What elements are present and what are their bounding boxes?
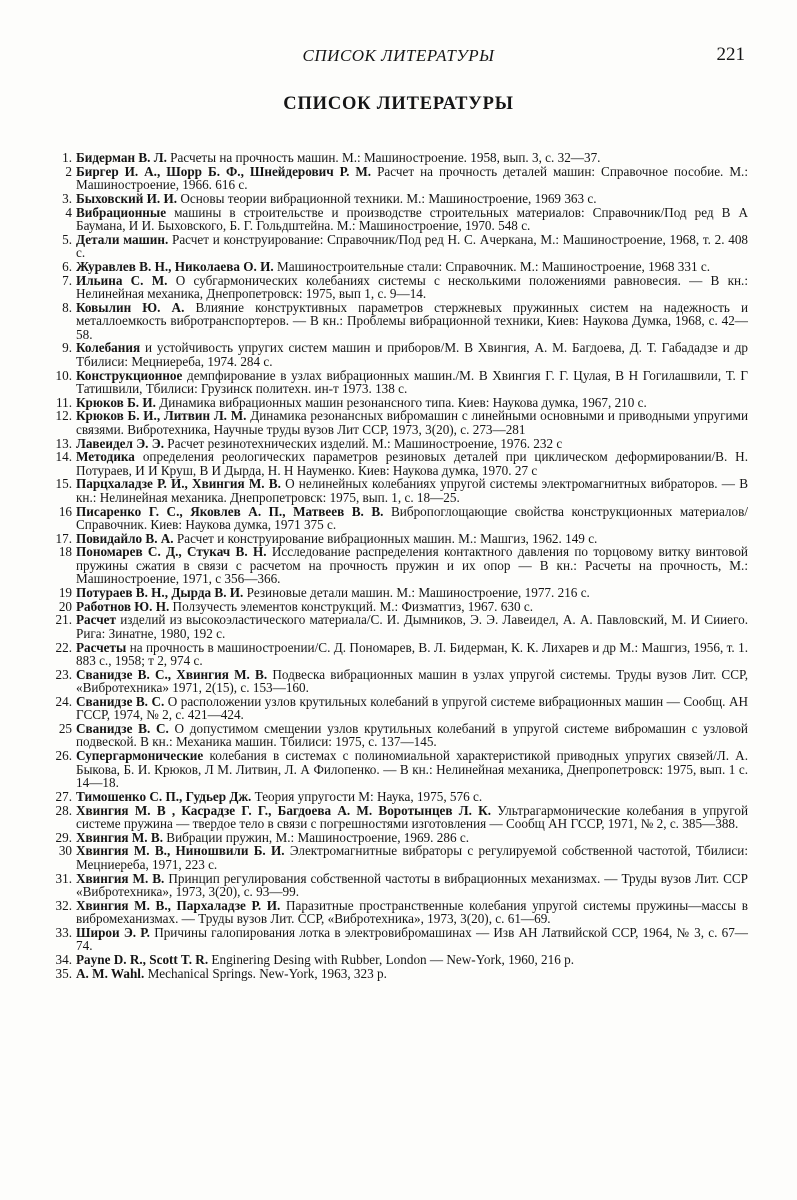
reference-entry <box>46 192 748 205</box>
reference-entry <box>46 722 748 749</box>
reference-entry <box>46 409 748 436</box>
reference-text: О расположении узлов крутильных колебаний в упругой системе вибрационных машин — Сообщ. АН ГССР, 1974, № 2, с. 421—424. <box>76 693 748 723</box>
reference-list <box>46 151 748 980</box>
reference-authors: Методика <box>76 449 135 465</box>
reference-authors: Ковылин Ю. А. <box>76 299 185 315</box>
reference-text: Ультрагармонические колебания в упругой системе пружина — твердое тело в связи с погрешностями изготовления — Сообщ АН ГССР, 1971, № 2, с. 385—388. <box>76 802 749 831</box>
reference-entry <box>46 301 748 341</box>
reference-number: 16 <box>58 503 72 519</box>
reference-number: 13. <box>55 435 72 451</box>
reference-authors: Потураев В. Н., Дырда В. И. <box>76 585 244 600</box>
reference-text: колебания в системах с полиномиальной характеристикой приводных упругих связей/Л. А. Быкова, Б. И. Крюков, Л М. Литвин, Л. А Филопенко. — В кн.: Нелинейная механика, Днепропетровск: 1975, вып. 1 с. 14—18. <box>76 748 749 791</box>
reference-text: Влияние конструктивных параметров стержневых пружинных систем на надежность и металлоемкость вибротранспортеров. — В кн.: Проблемы вибрационной техники, Киев: Наукова Думка, 1968, с. 42—58. <box>76 299 749 342</box>
reference-text: Машиностроительные стали: Справочник. М.: Машиностроение, 1968 331 с. <box>276 258 711 274</box>
reference-text: определения реологических параметров резиновых деталей при циклическом деформировании/В. Н. Потураев, И И Круш, В И Дырда, Н. Н Науменко. Киев: Наукова думка, 1970. 27 с <box>76 449 748 478</box>
reference-authors: Супергармонические <box>76 748 204 764</box>
reference-text: демпфирование в узлах вибрационных машин./М. В Хвингия Г. Г. Цулая, В Н Гогилашвили, Т. Г Татишвили, Тбилиси: Грузинск политехн. ин-т 1973. 138 с. <box>76 367 748 396</box>
reference-text: Расчет и конструирование вибрационных машин. М.: Машгиз, 1962. 149 с. <box>176 530 598 546</box>
reference-number: 26. <box>55 748 72 764</box>
reference-number: 10. <box>55 367 72 383</box>
reference-text: Исследование распределения контактного давления по торцовому витку винтовой пружины сжатия в связи с расчетом на прочность пружин и их опор — В кн.: Расчеты на прочность, М.: Машиностроение, 1971, с 356—366. <box>76 544 748 587</box>
reference-entry <box>46 695 748 722</box>
reference-authors: Хвингия М. В. <box>76 870 165 886</box>
reference-authors: Конструкционное <box>76 367 183 383</box>
reference-entry <box>46 396 748 409</box>
reference-entry <box>46 477 748 504</box>
reference-authors: Писаренко Г. С., Яковлев А. П., Матвеев В. В. <box>76 503 384 519</box>
reference-authors: Вибрационные <box>76 204 167 220</box>
reference-entry <box>46 872 748 899</box>
reference-authors: Ильина С. М. <box>76 272 168 288</box>
reference-number: 12. <box>55 408 72 424</box>
reference-entry <box>46 953 748 966</box>
reference-text: Вибрации пружин, М.: Машиностроение, 1969. 286 с. <box>166 829 469 845</box>
reference-text: и устойчивость упругих систем машин и приборов/М. В Хвингия, А. М. Багдоева, Д. Т. Габададзе и др Тбилиси: Мецниереба, 1974. 284 с. <box>76 340 748 369</box>
reference-text: Паразитные пространственные колебания упругой системы пружины—массы в вибромеханизмах. — Труды вузов Лит. ССР, «Вибротехника», 1973, 3(20), с. 61—69. <box>76 897 748 927</box>
reference-authors: Тимошенко С. П., Гудьер Дж. <box>76 788 252 804</box>
reference-text: Теория упругости М: Наука, 1975, 576 с. <box>254 788 483 804</box>
reference-number: 27. <box>55 788 72 804</box>
reference-authors: Широи Э. Р. <box>76 924 150 940</box>
reference-entry <box>46 545 748 585</box>
reference-entry <box>46 790 748 803</box>
reference-number: 19 <box>58 585 72 600</box>
reference-text: Резиновые детали машин. М.: Машиностроение, 1977. 216 с. <box>246 585 590 600</box>
reference-number: 20 <box>58 598 72 614</box>
reference-authors: Пономарев С. Д., Стукач В. Н. <box>76 544 267 560</box>
reference-number: 4 <box>65 204 72 220</box>
reference-text: Динамика вибрационных машин резонансного типа. Киев: Наукова думка, 1967, 210 с. <box>159 394 647 410</box>
reference-number: 31. <box>55 870 72 886</box>
reference-text: Ползучесть элементов конструкций. М.: Физматгиз, 1967. 630 с. <box>172 598 533 614</box>
reference-authors: Хвингия М. В., Пархаладзе Р. И. <box>76 897 281 913</box>
reference-authors: Payne D. R., Scott T. R. <box>76 951 209 967</box>
reference-authors: Сванидзе В. С. <box>76 721 169 737</box>
reference-entry <box>46 505 748 532</box>
reference-text: Основы теории вибрационной техники. М.: Машиностроение, 1969 363 с. <box>180 190 597 206</box>
reference-number: 22. <box>55 639 72 655</box>
reference-number: 7. <box>62 272 72 288</box>
reference-entry <box>46 206 748 233</box>
reference-authors: Хвингия М. В. <box>76 829 163 845</box>
reference-number: 6. <box>62 258 72 274</box>
reference-number: 14. <box>55 449 72 465</box>
reference-entry <box>46 369 748 396</box>
reference-number: 23. <box>55 666 72 682</box>
reference-entry <box>46 613 748 640</box>
reference-text: Вибропоглощающие свойства конструкционных материалов/Справочник. Киев: Наукова думка, 1971 375 с. <box>76 503 748 532</box>
reference-number: 9. <box>62 340 72 356</box>
reference-entry <box>46 151 748 164</box>
reference-entry <box>46 804 748 831</box>
reference-number: 17. <box>55 530 72 546</box>
reference-authors: Крюков Б. И., Литвин Л. М. <box>76 408 247 424</box>
reference-authors: Быховский И. И. <box>76 190 178 206</box>
running-head <box>0 46 797 70</box>
reference-entry <box>46 233 748 260</box>
reference-number: 8. <box>62 299 72 315</box>
reference-authors: Хвингия М. В , Касрадзе Г. Г., Багдоева А. М. Воротынцев Л. К. <box>76 802 492 818</box>
page-number: 221 <box>716 44 745 65</box>
reference-text: Динамика резонансных вибромашин с линейными основными и приводными упругими связями. Вибротехника, Научные труды вузов Лит ССР, 1973, 3(20), с. 273—281 <box>76 408 748 437</box>
reference-number: 18 <box>58 544 72 560</box>
reference-number: 32. <box>55 897 72 913</box>
reference-number: 1. <box>62 150 72 165</box>
reference-text: Электромагнитные вибраторы с регулируемой собственной частотой, Тбилиси: Мецниереба, 1971, 223 с. <box>76 843 748 872</box>
section-title: СПИСОК ЛИТЕРАТУРЫ <box>283 94 514 114</box>
reference-authors: Крюков Б. И. <box>76 394 156 410</box>
reference-entry <box>46 532 748 545</box>
reference-text: Расчет и конструирование: Справочник/Под ред Н. С. Ачеркана, М.: Машиностроение, 1968, т. 2. 408 с. <box>76 231 749 261</box>
reference-text: изделий из высокоэластического материала/С. И. Дымников, Э. Э. Лавеидел, А. А. Павловский, М. И Сииего. Рига: Зинатне, 1980, 192 с. <box>76 612 749 641</box>
reference-entry <box>46 926 748 953</box>
reference-entry <box>46 844 748 871</box>
reference-text: Enginering Desing with Rubber, London — New-York, 1960, 216 p. <box>211 951 575 967</box>
reference-entry <box>46 967 748 980</box>
reference-number: 21. <box>55 612 72 628</box>
reference-authors: Журавлев В. Н., Николаева О. И. <box>76 258 274 274</box>
reference-number: 11. <box>56 394 72 410</box>
reference-authors: Биргер И. А., Шорр Б. Ф., Шнейдерович Р. М. <box>76 163 372 179</box>
reference-authors: Сванидзе В. С. <box>76 693 165 709</box>
reference-number: 34. <box>55 951 72 967</box>
reference-number: 3. <box>62 190 72 206</box>
reference-authors: Расчет <box>76 612 117 628</box>
reference-entry <box>46 165 748 192</box>
reference-authors: Колебания <box>76 340 141 356</box>
reference-text: Mechanical Springs. New-York, 1963, 323 p. <box>147 965 387 981</box>
reference-entry <box>46 450 748 477</box>
reference-number: 5. <box>62 231 72 247</box>
reference-entry <box>46 600 748 613</box>
reference-authors: Сванидзе В. С., Хвингия М. В. <box>76 666 268 682</box>
reference-entry <box>46 586 748 599</box>
reference-authors: A. M. Wahl. <box>76 965 145 981</box>
reference-authors: Детали машин. <box>76 231 169 247</box>
reference-authors: Повидайло В. А. <box>76 530 174 546</box>
reference-text: Расчет на прочность деталей машин: Справочное пособие. М.: Машиностроение, 1966. 616 с. <box>76 163 749 193</box>
reference-entry <box>46 641 748 668</box>
reference-number: 24. <box>55 693 72 709</box>
reference-authors: Работнов Ю. Н. <box>76 598 170 614</box>
reference-entry <box>46 831 748 844</box>
reference-authors: Бидерман В. Л. <box>76 150 167 165</box>
reference-number: 28. <box>55 802 72 818</box>
reference-entry <box>46 899 748 926</box>
reference-number: 30 <box>58 843 72 859</box>
reference-text: О допустимом смещении узлов крутильных колебаний в упругой системе вибромашин с узловой подвеской. В кн.: Механика машин. Тбилиси: 1975, с. 137—145. <box>76 721 748 750</box>
reference-entry <box>46 749 748 789</box>
reference-entry <box>46 341 748 368</box>
reference-number: 25 <box>58 721 72 737</box>
reference-entry <box>46 437 748 450</box>
reference-authors: Лавеидел Э. Э. <box>76 435 164 451</box>
reference-number: 33. <box>55 924 72 940</box>
reference-text: на прочность в машиностроении/С. Д. Пономарев, В. Л. Бидерман, К. К. Лихарев и др М.: Машгиз, 1956, т. 1. 883 с., 1958; т 2, 974 с. <box>76 639 748 669</box>
reference-entry <box>46 260 748 273</box>
reference-entry <box>46 668 748 695</box>
reference-number: 15. <box>55 476 72 492</box>
reference-number: 35. <box>55 965 72 981</box>
reference-text: Расчеты на прочность машин. М.: Машиностроение. 1958, вып. 3, с. 32—37. <box>170 150 601 165</box>
reference-text: О субгармонических колебаниях системы с несколькими положениями равновесия. — В кн.: Нелинейная механика, Днепропетровск: 1975, вып 1, с. 9—14. <box>76 272 748 302</box>
reference-authors: Парцхаладзе Р. И., Хвингия М. В. <box>76 476 281 492</box>
reference-authors: Расчеты <box>76 639 127 655</box>
reference-text: Подвеска вибрационных машин в узлах упругой системы. Труды вузов Лит. ССР, «Вибротехника» 1971, 2(15), с. 153—160. <box>76 666 749 696</box>
reference-text: О нелинейных колебаниях упругой системы электромагнитных вибраторов. — В кн.: Нелинейная механика. Днепропетровск: 1975, вып. 1, с. 18—25. <box>76 476 748 505</box>
reference-number: 29. <box>55 829 72 845</box>
reference-number: 2 <box>65 163 72 179</box>
reference-text: машины в строительстве и производстве строительных материалов: Справочник/Под ред В А Баумана, И И. Быховского, Б. Г. Гольдштейна. М.: Машиностроение, 1970. 548 с. <box>76 204 748 234</box>
reference-text: Расчет резинотехнических изделий. М.: Машиностроение, 1976. 232 с <box>167 435 563 451</box>
reference-entry <box>46 274 748 301</box>
reference-text: Причины галопирования лотка в электровибромашинах — Изв АН Латвийской ССР, 1964, № 3, с. 67—74. <box>76 924 748 954</box>
reference-authors: Хвингия М. В., Ниношвили Б. И. <box>76 843 285 859</box>
reference-text: Принцип регулирования собственной частоты в вибрационных механизмах. — Труды вузов Лит. ССР «Вибротехника», 1973, 3(20), с. 93—99. <box>76 870 748 899</box>
running-head-title: СПИСОК ЛИТЕРАТУРЫ <box>302 46 495 65</box>
